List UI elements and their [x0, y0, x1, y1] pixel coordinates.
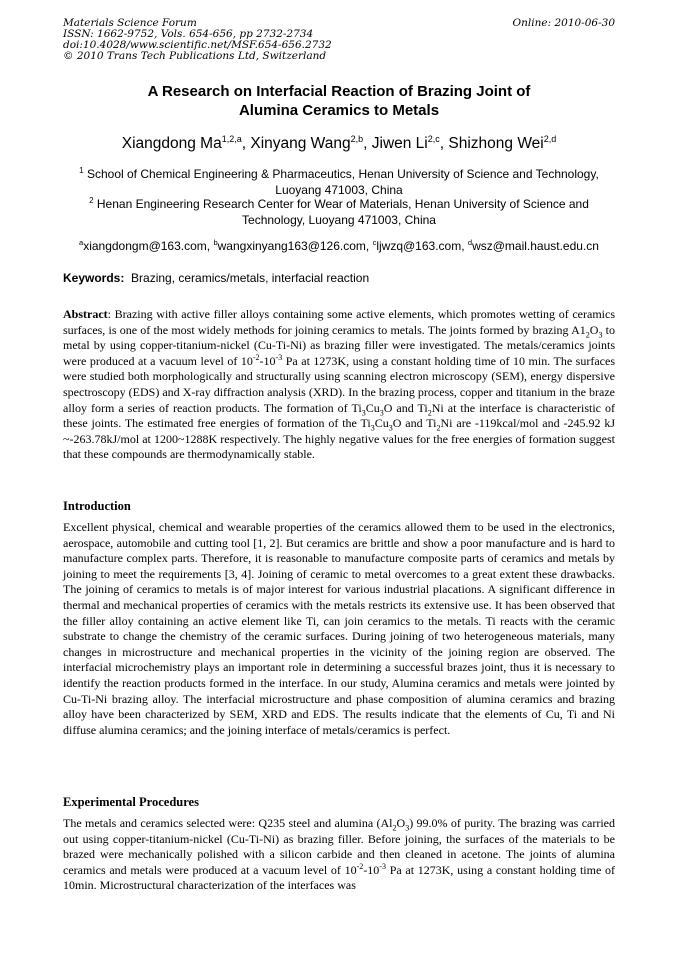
experimental-heading: Experimental Procedures: [63, 795, 199, 809]
experimental-text-run: O: [396, 816, 406, 830]
abstract-text: Cu: [365, 400, 380, 415]
online-date: Online: 2010-06-30: [512, 17, 615, 29]
experimental-text-run: Pa at 1273K, using a constant holding time of 10min. Microstructural characterization of the interfaces was: [63, 862, 616, 893]
introduction-heading: Introduction: [63, 499, 131, 513]
abstract-text: Cu: [374, 416, 389, 431]
experimental-text-run: -10: [363, 862, 380, 877]
email-marker: d: [467, 238, 473, 247]
author-name: Shizhong Wei: [448, 135, 544, 153]
email-link[interactable]: wsz@mail.haust.edu.cn: [472, 239, 599, 253]
subscript: 3: [405, 823, 410, 833]
introduction-text: Excellent physical, chemical and wearable properties of the ceramics allowed them to be used in the electronics, aerospace, automobile and cutting tool [1, 2]. But ceramics are brittle and show a poor manufacture and is hard to manufacture complex parts. Therefore, it is reasonable to manufacture composite parts of ceramics and metals by joining to meet the requirements [3, 4]. Joining of ceramic to metal overcomes to a great extent these drawbacks. The joining of ceramics to metals is of major interest for various industrial placations. A significant difference in thermal and mechanical properties of ceramics with the metals restricts its extensive use. It has been observed that the filler alloy containing an active element like Ti, can join ceramics to the metals. Ti reacts with the ceramic substrate to change the chemistry of the ceramic surfaces. During joining of two heterogeneous materials, many changes in microstructure and mechanical properties in the vicinity of the joining region are observed. The interfacial microchemistry plays an important role in determining a successful brazes joint, thus it is necessary to identify the reaction products formed in the interface. In our study, Alumina ceramics and metals were jointed by Cu-Ti-Ni brazing alloy. The interfacial microstructure and phase composition of alumina ceramics and brazing alloy have been characterized by SEM, XRD and EDS. The results indicate that the elements of Cu, Ti and Ni diffuse alumina ceramics; and the joining interface of metals/ceramics is perfect.: [63, 520, 615, 737]
experimental-text: [63, 816, 615, 894]
subscript: 2: [436, 423, 441, 433]
affiliation-line: School of Chemical Engineering & Pharmaceutics, Henan University of Science and Technology,: [86, 167, 599, 181]
email-link[interactable]: xiangdongm@163.com: [83, 239, 207, 253]
subscript: 3: [361, 407, 366, 417]
title-line-1: A Research on Interfacial Reaction of Brazing Joint of: [147, 83, 531, 100]
abstract-text: O: [589, 322, 599, 337]
affiliation-number: 2: [89, 196, 94, 205]
subscript: 3: [370, 423, 375, 433]
abstract-text: Ni are -119kcal/mol and -245.92 kJ ~-263.78kJ/mol at 1200~1288K respectively. The highly negative values for the free energies of formation suggest that these compounds are thermodynamically stable.: [63, 416, 615, 462]
keywords: [63, 271, 615, 286]
author-affiliation-marker: 2,c: [427, 134, 440, 144]
author-separator: ,: [241, 135, 251, 153]
author-separator: ,: [363, 135, 372, 153]
journal-header: [63, 18, 483, 62]
subscript: 3: [388, 423, 393, 433]
abstract-text: O and Ti: [392, 416, 437, 431]
experimental-text-run: ) 99.0% of purity. The brazing was carried out using copper-titanium-nickel (Cu-Ti-Ni) as brazing filler. Before joining, the surfaces of the materials to be brazed were mechanically polished with a silicon carbide and then cleaned in acetone. The joints of alumina ceramics and metals were produced at a vacuum level of 10: [63, 816, 615, 877]
affiliation-2: [60, 193, 618, 228]
journal-issn: ISSN: 1662-9752, Vols. 654-656, pp 2732-2734: [63, 28, 314, 40]
email-separator: ,: [365, 239, 373, 253]
abstract-text: Ni at the interface is characteristic of these joints. The estimated free energies of formation of the Ti: [63, 400, 616, 431]
abstract-text: Pa at 1273K, using a constant holding time of 10 min. The surfaces were studied both morphologically and structurally using scanning electron microscopy (SEM), energy dispersive spectroscopy (EDS) and X-ray diffraction analysis (XRD). In the brazing process, copper and titanium in the braze alloy form a series of reaction products. The formation of Ti: [63, 353, 615, 415]
journal-name: Materials Science Forum: [63, 17, 197, 29]
author-list: [60, 129, 618, 154]
affiliation-line: Technology, Luoyang 471003, China: [242, 212, 436, 227]
email-separator: ,: [461, 239, 468, 253]
author-affiliation-marker: 2,d: [543, 134, 557, 144]
keywords-text: Brazing, ceramics/metals, interfacial reaction: [131, 271, 370, 285]
abstract-text: -10: [259, 353, 276, 368]
abstract: [63, 307, 615, 463]
email-link[interactable]: wangxinyang163@126.com: [217, 239, 366, 253]
journal-copyright: © 2010 Trans Tech Publications Ltd, Switzerland: [63, 50, 327, 62]
subscript: 2: [392, 823, 397, 833]
email-link[interactable]: ljwzq@163.com: [376, 239, 462, 253]
superscript: -2: [252, 352, 260, 362]
author-separator: ,: [439, 135, 449, 153]
subscript: 3: [598, 329, 603, 339]
email-marker: c: [372, 238, 377, 247]
keywords-label: Keywords:: [63, 271, 125, 285]
email-separator: ,: [206, 239, 214, 253]
author-name: Xiangdong Ma: [121, 135, 222, 153]
superscript: -3: [275, 352, 283, 362]
journal-doi[interactable]: doi:10.4028/www.scientific.net/MSF.654-656.2732: [63, 39, 332, 51]
abstract-text: O and Ti: [383, 400, 428, 415]
superscript: -3: [379, 861, 386, 871]
email-marker: b: [213, 238, 218, 247]
abstract-text: to metal by using copper-titanium-nickel (Cu-Ti-Ni) as brazing filler were investigated. The metals/ceramics joints were produced at a vacuum level of 10: [63, 322, 615, 368]
affiliation-number: 1: [79, 166, 84, 175]
email-list: [60, 235, 618, 254]
affiliation-line: Henan Engineering Research Center for Wear of Materials, Henan University of Science and: [96, 197, 589, 211]
paper-title: [60, 82, 618, 120]
subscript: 2: [427, 407, 432, 417]
experimental-text-run: The metals and ceramics selected were: Q235 steel and alumina (Al: [63, 816, 393, 830]
affiliation-line: Luoyang 471003, China: [275, 182, 403, 197]
title-line-2: Alumina Ceramics to Metals: [238, 102, 440, 119]
abstract-label: Abstract: [63, 307, 108, 321]
superscript: -2: [356, 861, 364, 871]
author-affiliation-marker: 1,2,a: [221, 134, 242, 144]
email-marker: a: [79, 238, 84, 247]
author-affiliation-marker: 2,b: [350, 134, 364, 144]
subscript: 3: [379, 407, 384, 417]
author-name: Jiwen Li: [371, 135, 428, 153]
abstract-text: : Brazing with active filler alloys containing some active elements, which promotes wetting of ceramics surfaces, is one of the most widely methods for joining ceramics to metals. The joints formed by brazing A1: [63, 307, 615, 337]
subscript: 2: [585, 329, 590, 339]
author-name: Xinyang Wang: [250, 135, 351, 153]
